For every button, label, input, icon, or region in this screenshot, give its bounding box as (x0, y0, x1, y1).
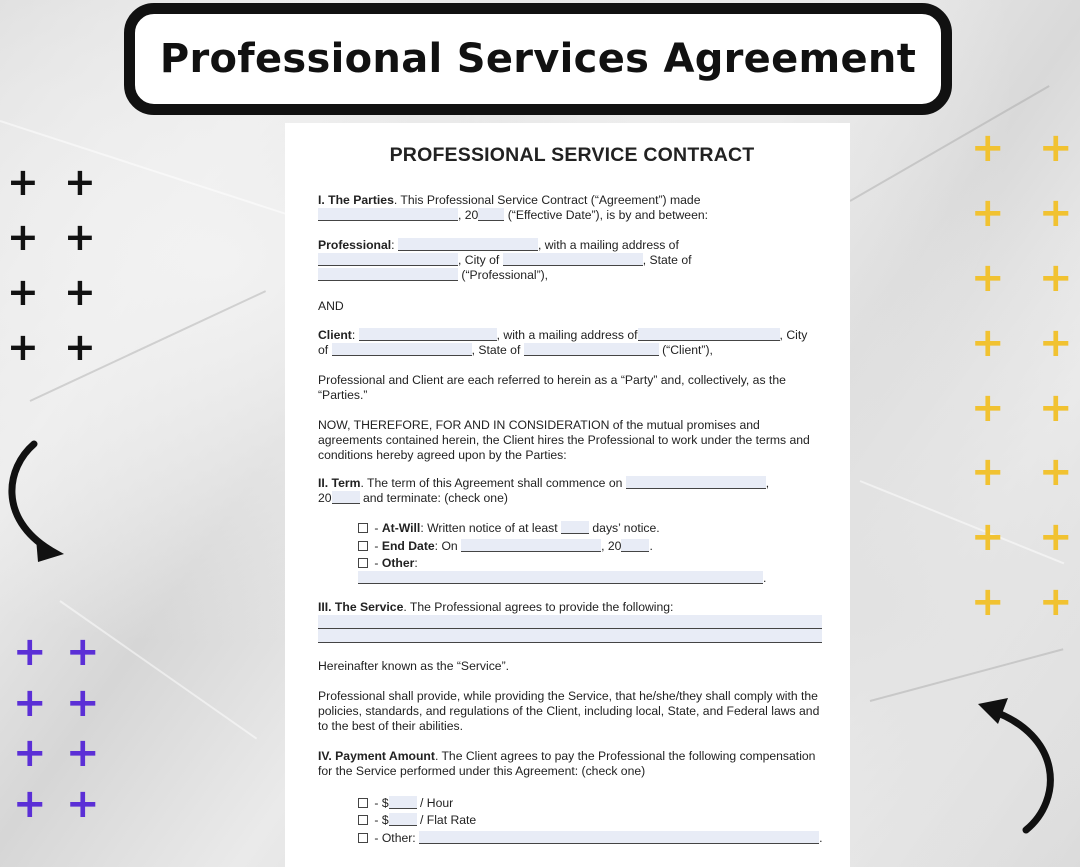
client-state-field[interactable] (524, 343, 659, 356)
parties-year-prefix: , 20 (458, 208, 479, 222)
professional-state-field[interactable] (318, 268, 458, 281)
curved-arrow-icon (968, 690, 1068, 840)
plus-icon: + (64, 215, 96, 259)
notice-days-field[interactable] (561, 521, 589, 534)
dollar-text: - $ (371, 796, 389, 810)
plus-icon: + (7, 160, 39, 204)
professional-paragraph (318, 238, 826, 283)
end-year-field[interactable] (621, 539, 649, 552)
professional-address-field[interactable] (318, 253, 458, 266)
client-city-field[interactable] (332, 343, 472, 356)
professional-label: Professional (318, 238, 392, 252)
parties-text: . This Professional Service Contract (“Agreement”) made (393, 193, 701, 207)
professional-alias: (“Professional”), (458, 268, 549, 282)
plus-icon: + (1039, 320, 1073, 366)
plus-icon: + (1039, 255, 1073, 301)
city-text: , City (779, 328, 808, 342)
payment-text: . The Client agrees to pay the Professional the following compensation for the Service performed under this Agreement: (check one) (318, 749, 816, 778)
curved-arrow-icon (0, 438, 80, 568)
client-paragraph (318, 328, 826, 358)
plus-icon: + (66, 680, 100, 726)
payment-other-text: - Other: (371, 831, 416, 845)
party-definition: Professional and Client are each referred to herein as a “Party” and, collectively, as the “Parties.” (318, 373, 786, 402)
payment-paragraph (318, 749, 826, 779)
term-year-prefix: 20 (318, 491, 332, 505)
plus-icon: + (1039, 449, 1073, 495)
plus-icon: + (971, 579, 1005, 625)
plus-icon: + (1039, 514, 1073, 560)
compliance-paragraph: Professional shall provide, while providing the Service, that he/she/they shall comply with the policies, standards, and regulations of the Client, including local, State, and Federal laws and to the best of their abilities. (318, 689, 820, 733)
plus-icon: + (64, 325, 96, 369)
option-payment-other: - Other: . (318, 831, 826, 846)
colon: : (391, 238, 395, 252)
option-hourly (318, 796, 826, 811)
plus-icon: + (1039, 190, 1073, 236)
professional-name-field[interactable] (398, 238, 538, 251)
consideration-paragraph: NOW, THEREFORE, FOR AND IN CONSIDERATION of the mutual promises and agreements contained herein, the Client hires the Professional to work under the terms and conditions hereby agreed upon by the Parties: (318, 418, 810, 462)
client-address-field[interactable] (638, 328, 780, 341)
service-line-field[interactable] (318, 629, 822, 643)
at-will-checkbox[interactable] (358, 523, 368, 533)
service-text: . The Professional agrees to provide the following: (403, 600, 674, 614)
hour-text: / Hour (416, 796, 454, 810)
parties-label: I. The Parties (318, 193, 394, 207)
option-other: - Other: . (318, 556, 826, 586)
hourly-rate-field[interactable] (389, 796, 417, 809)
term-options (318, 521, 826, 586)
client-label: Client (318, 328, 352, 342)
flat-rate-checkbox[interactable] (358, 815, 368, 825)
payment-other-checkbox[interactable] (358, 833, 368, 843)
effective-date-text: (“Effective Date”), is by and between: (504, 208, 709, 222)
term-paragraph: II. Term. The term of this Agreement shall commence on , 20 and terminate: (check one) (318, 476, 770, 505)
service-line-field[interactable] (318, 615, 822, 629)
payment-options (318, 796, 826, 846)
plus-icon: + (7, 215, 39, 259)
city-text: , City of (458, 253, 500, 267)
plus-icon: + (64, 270, 96, 314)
option-at-will (318, 521, 826, 536)
commence-year-field[interactable] (332, 491, 360, 504)
at-will-label: At-Will (381, 521, 421, 535)
end-date-checkbox[interactable] (358, 541, 368, 551)
date-field[interactable] (318, 208, 458, 221)
other-checkbox[interactable] (358, 558, 368, 568)
at-will-text: : Written notice of at least (420, 521, 558, 535)
year-field[interactable] (478, 208, 504, 221)
plus-icon: + (7, 270, 39, 314)
end-date-label: End Date (381, 539, 435, 553)
end-date-tail: , 20 (601, 539, 622, 553)
mailing-text: , with a mailing address of (496, 328, 638, 342)
banner-title: Professional Services Agreement (159, 36, 917, 82)
of-text: of (318, 343, 329, 357)
plus-icon: + (1039, 579, 1073, 625)
plus-icon: + (13, 781, 47, 827)
plus-icon: + (971, 449, 1005, 495)
dash: - (371, 539, 382, 553)
payment-other-field[interactable] (419, 831, 819, 844)
plus-icon: + (66, 781, 100, 827)
option-flat-rate (318, 813, 826, 828)
colon: : (351, 328, 356, 342)
plus-icon: + (1039, 385, 1073, 431)
plus-icon: + (13, 680, 47, 726)
plus-icon: + (971, 514, 1005, 560)
other-term-field[interactable] (358, 571, 763, 584)
plus-icon: + (64, 160, 96, 204)
client-alias: (“Client”), (658, 343, 713, 357)
dash: - (371, 521, 382, 535)
state-text: , State of (471, 343, 521, 357)
title-banner (124, 3, 952, 115)
dollar-text: - $ (371, 813, 389, 827)
flat-rate-text: / Flat Rate (416, 813, 477, 827)
plus-icon: + (971, 190, 1005, 236)
terminate-text: and terminate: (check one) (359, 491, 508, 505)
end-date-field[interactable] (461, 539, 601, 552)
service-lines (318, 615, 826, 643)
plus-icon: + (66, 629, 100, 675)
plus-icon: + (13, 730, 47, 776)
plus-icon: + (971, 385, 1005, 431)
term-text: . The term of this Agreement shall commence on (360, 476, 623, 490)
document-heading: PROFESSIONAL SERVICE CONTRACT (389, 144, 755, 166)
end-date-text: : On (434, 539, 458, 553)
at-will-tail: days’ notice. (589, 521, 660, 535)
plus-icon: + (66, 730, 100, 776)
service-label: III. The Service (318, 600, 404, 614)
plus-icon: + (1039, 125, 1073, 171)
hourly-checkbox[interactable] (358, 798, 368, 808)
payment-label: IV. Payment Amount (318, 749, 435, 763)
and-text: AND (318, 299, 344, 313)
plus-icon: + (7, 325, 39, 369)
service-known-as: Hereinafter known as the “Service”. (318, 659, 510, 673)
option-end-date: - End Date: On , 20 . (318, 539, 826, 554)
plus-icon: + (13, 629, 47, 675)
dash: - (371, 556, 382, 570)
service-paragraph (318, 600, 826, 615)
professional-city-field[interactable] (503, 253, 643, 266)
term-label: II. Term (318, 476, 361, 490)
other-label: Other (381, 556, 415, 570)
plus-icon: + (971, 320, 1005, 366)
parties-paragraph (318, 193, 826, 223)
state-text: , State of (642, 253, 692, 267)
plus-icon: + (971, 255, 1005, 301)
commence-date-field[interactable] (626, 476, 766, 489)
mailing-text: , with a mailing address of (537, 238, 679, 252)
plus-icon: + (971, 125, 1005, 171)
flat-rate-field[interactable] (389, 813, 417, 826)
client-name-field[interactable] (359, 328, 497, 341)
contract-document (285, 123, 850, 867)
